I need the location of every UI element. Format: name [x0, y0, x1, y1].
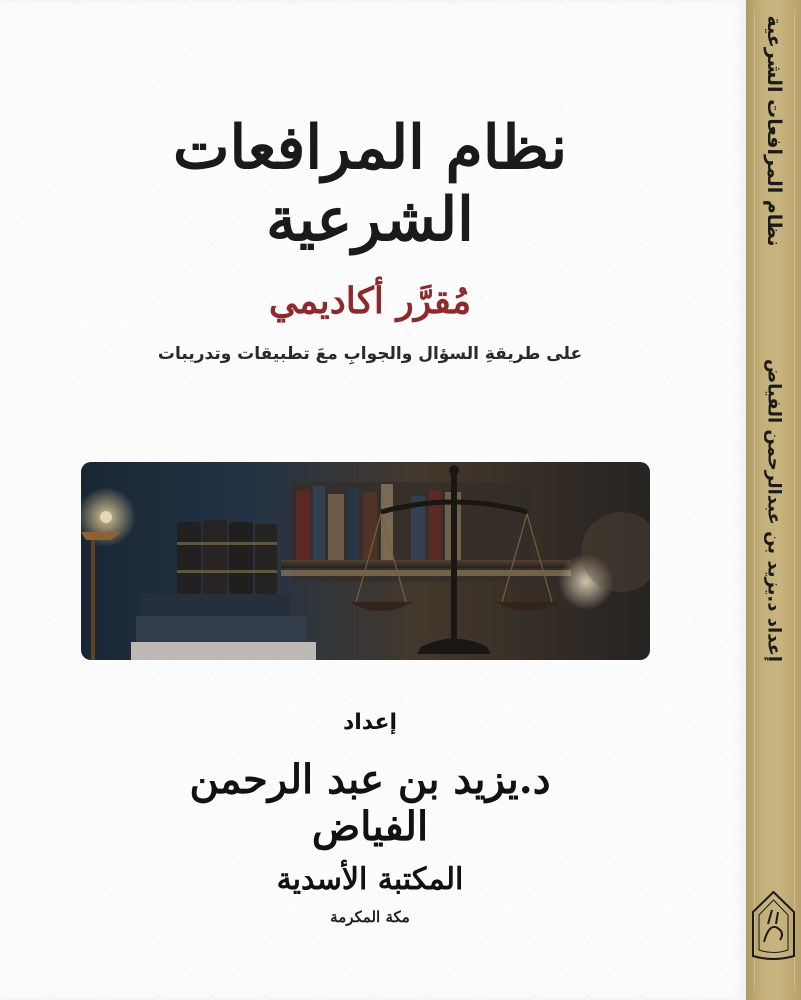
book-title: نظام المرافعات الشرعية — [172, 113, 568, 255]
publisher-name: المكتبة الأسدية — [276, 862, 464, 897]
spine-author: إعداد د.يزيد بن عبدالرحمن الفياض — [763, 358, 784, 663]
book-subtitle: مُقرَّر أكاديمي — [268, 280, 472, 322]
book-tagline: على طريقةِ السؤال والجوابِ معَ تطبيقات وتدريبات — [157, 344, 583, 364]
publisher-logo-icon — [750, 890, 797, 962]
prepared-by-label: إعداد — [342, 710, 398, 735]
publisher-city: مكة المكرمة — [330, 908, 410, 926]
scales-illustration — [81, 462, 650, 660]
author-name: د.يزيد بن عبد الرحمن الفياض — [189, 756, 551, 850]
justice-scales-photo — [81, 462, 650, 660]
book-spine — [746, 0, 801, 1000]
spine-title: نظام المرافعات الشرعية — [762, 15, 785, 247]
